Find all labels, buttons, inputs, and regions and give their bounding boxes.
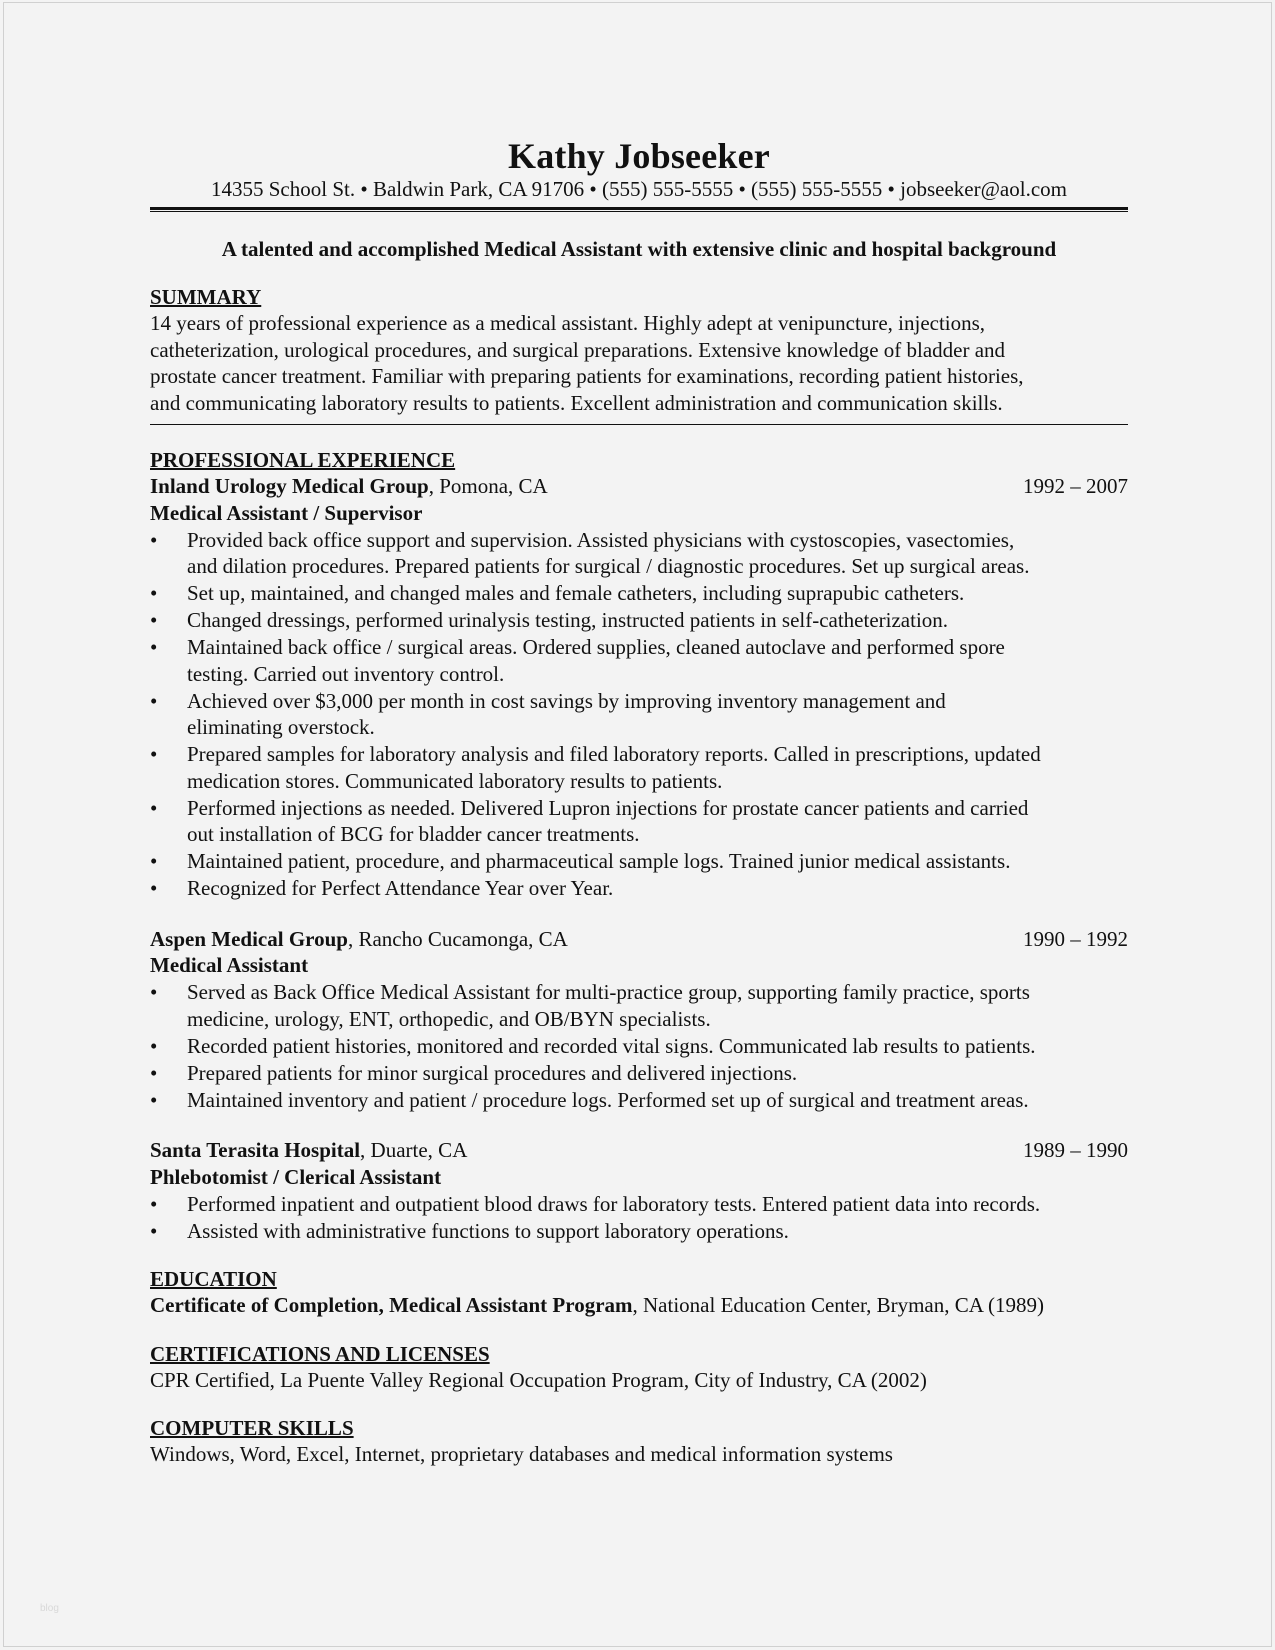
education-institution: , National Education Center, Bryman, CA (1989) xyxy=(632,1293,1045,1317)
job-bullets xyxy=(150,527,1128,902)
bullet-line: Maintained back office / surgical areas. Ordered supplies, cleaned autoclave and performed spore xyxy=(187,635,1005,659)
watermark: blog xyxy=(40,1603,59,1614)
job-dates: 1992 – 2007 xyxy=(1023,474,1128,498)
bullet-icon: • xyxy=(150,1087,158,1112)
job-dates: 1989 – 1990 xyxy=(1023,1138,1128,1162)
bullet-item xyxy=(150,741,1128,794)
certifications-heading: CERTIFICATIONS AND LICENSES xyxy=(150,1341,490,1366)
bullet-icon: • xyxy=(150,608,158,632)
bullet-line: Changed dressings, performed urinalysis testing, instructed patients in self-catheterization. xyxy=(187,608,949,632)
education-credential: Certificate of Completion, Medical Assistant Program xyxy=(150,1293,633,1317)
bullet-icon: • xyxy=(150,849,158,873)
bullet-icon: • xyxy=(150,980,158,1004)
bullet-item xyxy=(150,527,1128,580)
bullet-item xyxy=(150,1191,1128,1218)
bullet-item xyxy=(150,688,1128,741)
summary-line: catheterization, urological procedures, and surgical preparations. Extensive knowledge of bladder and xyxy=(150,337,1006,362)
job-entry xyxy=(150,473,1128,902)
bullet-line: eliminating overstock. xyxy=(187,715,375,739)
summary-line: 14 years of professional experience as a medical assistant. Highly adept at venipuncture, injections, xyxy=(150,311,986,335)
bullet-icon: • xyxy=(150,688,158,713)
bullet-item xyxy=(150,580,1128,607)
bullet-icon: • xyxy=(150,635,158,659)
bullet-icon: • xyxy=(150,1033,158,1058)
bullet-icon: • xyxy=(150,527,158,552)
candidate-name: Kathy Jobseeker xyxy=(508,136,770,176)
bullet-line: testing. Carried out inventory control. xyxy=(187,661,505,686)
bullet-item xyxy=(150,875,1128,902)
bullet-line: Provided back office support and supervision. Assisted physicians with cystoscopies, vasectomies, xyxy=(187,527,1015,552)
bullet-item xyxy=(150,1033,1128,1060)
job-employer-line xyxy=(150,473,548,500)
bullet-icon: • xyxy=(150,795,158,820)
job-role: Medical Assistant / Supervisor xyxy=(150,500,423,525)
job-location: , Duarte, CA xyxy=(360,1138,468,1162)
education-heading: EDUCATION xyxy=(150,1267,277,1291)
computer-skills-entry: Windows, Word, Excel, Internet, proprietary databases and medical information systems xyxy=(150,1442,893,1466)
summary-line: and communicating laboratory results to patients. Excellent administration and communication skills. xyxy=(150,390,1003,415)
bullet-item xyxy=(150,979,1128,1032)
bullet-line: out installation of BCG for bladder cancer treatments. xyxy=(187,822,640,846)
bullet-line: Performed inpatient and outpatient blood draws for laboratory tests. Entered patient data into records. xyxy=(187,1191,1041,1216)
bullet-line: medication stores. Communicated laboratory results to patients. xyxy=(187,768,723,793)
job-employer: Santa Terasita Hospital xyxy=(150,1138,361,1162)
bullet-item xyxy=(150,1087,1128,1114)
job-entry xyxy=(150,926,1128,1114)
bullet-line: Recorded patient histories, monitored and recorded vital signs. Communicated lab results to patients. xyxy=(187,1033,1036,1058)
job-list xyxy=(150,473,1128,1244)
header-divider xyxy=(150,207,1128,212)
bullet-line: Assisted with administrative functions to support laboratory operations. xyxy=(187,1218,789,1243)
job-header xyxy=(150,926,1128,953)
job-employer: Inland Urology Medical Group xyxy=(150,474,429,498)
bullet-line: Prepared patients for minor surgical procedures and delivered injections. xyxy=(187,1060,798,1085)
contact-line: 14355 School St. • Baldwin Park, CA 91706 • (555) 555-5555 • (555) 555-5555 • jobseeker@aol.com xyxy=(211,177,1067,201)
bullet-item xyxy=(150,1218,1128,1245)
bullet-item xyxy=(150,634,1128,687)
job-role: Phlebotomist / Clerical Assistant xyxy=(150,1164,442,1189)
bullet-item xyxy=(150,607,1128,634)
bullet-line: Performed injections as needed. Delivered Lupron injections for prostate cancer patients and carried xyxy=(187,795,1029,820)
bullet-line: Set up, maintained, and changed males and female catheters, including suprapubic catheters. xyxy=(187,581,965,605)
bullet-item xyxy=(150,1060,1128,1087)
bullet-icon: • xyxy=(150,1060,158,1085)
job-bullets xyxy=(150,979,1128,1113)
job-role: Medical Assistant xyxy=(150,953,309,977)
job-employer-line xyxy=(150,1137,467,1164)
bullet-line: Achieved over $3,000 per month in cost savings by improving inventory management and xyxy=(187,688,946,713)
job-bullets xyxy=(150,1191,1128,1245)
bullet-line: Served as Back Office Medical Assistant for multi-practice group, supporting family practice, sports xyxy=(187,980,1030,1004)
job-employer-line xyxy=(150,926,568,953)
bullet-icon: • xyxy=(150,742,158,766)
summary-heading: SUMMARY xyxy=(150,285,262,309)
summary-text xyxy=(150,310,1128,416)
bullet-item xyxy=(150,795,1128,848)
job-header xyxy=(150,1137,1128,1164)
education-entry xyxy=(150,1292,1128,1319)
job-location: , Rancho Cucamonga, CA xyxy=(347,926,568,951)
job-entry xyxy=(150,1137,1128,1244)
bullet-icon: • xyxy=(150,581,158,605)
experience-heading: PROFESSIONAL EXPERIENCE xyxy=(150,448,456,472)
bullet-icon: • xyxy=(150,1191,158,1216)
summary-line: prostate cancer treatment. Familiar with preparing patients for examinations, recording patient histories, xyxy=(150,364,1024,388)
bullet-line: Prepared samples for laboratory analysis and filed laboratory reports. Called in prescriptions, updated xyxy=(187,742,1041,766)
bullet-line: medicine, urology, ENT, orthopedic, and OB/BYN specialists. xyxy=(187,1006,711,1031)
resume-document xyxy=(150,136,1128,1468)
job-dates: 1990 – 1992 xyxy=(1023,926,1128,951)
bullet-line: Maintained inventory and patient / procedure logs. Performed set up of surgical and treatment areas. xyxy=(187,1087,1029,1112)
bullet-icon: • xyxy=(150,876,158,900)
bullet-line: Recognized for Perfect Attendance Year over Year. xyxy=(187,876,614,900)
bullet-line: and dilation procedures. Prepared patients for surgical / diagnostic procedures. Set up surgical areas. xyxy=(187,554,1030,578)
tagline: A talented and accomplished Medical Assistant with extensive clinic and hospital background xyxy=(221,237,1057,261)
bullet-item xyxy=(150,848,1128,875)
job-header xyxy=(150,473,1128,500)
computer-skills-heading: COMPUTER SKILLS xyxy=(150,1416,354,1440)
bullet-icon: • xyxy=(150,1218,158,1243)
certifications-entry: CPR Certified, La Puente Valley Regional Occupation Program, City of Industry, CA (2002) xyxy=(150,1367,927,1392)
job-employer: Aspen Medical Group xyxy=(150,926,348,951)
bullet-line: Maintained patient, procedure, and pharmaceutical sample logs. Trained junior medical assistants. xyxy=(187,849,1011,873)
job-location: , Pomona, CA xyxy=(428,474,548,498)
